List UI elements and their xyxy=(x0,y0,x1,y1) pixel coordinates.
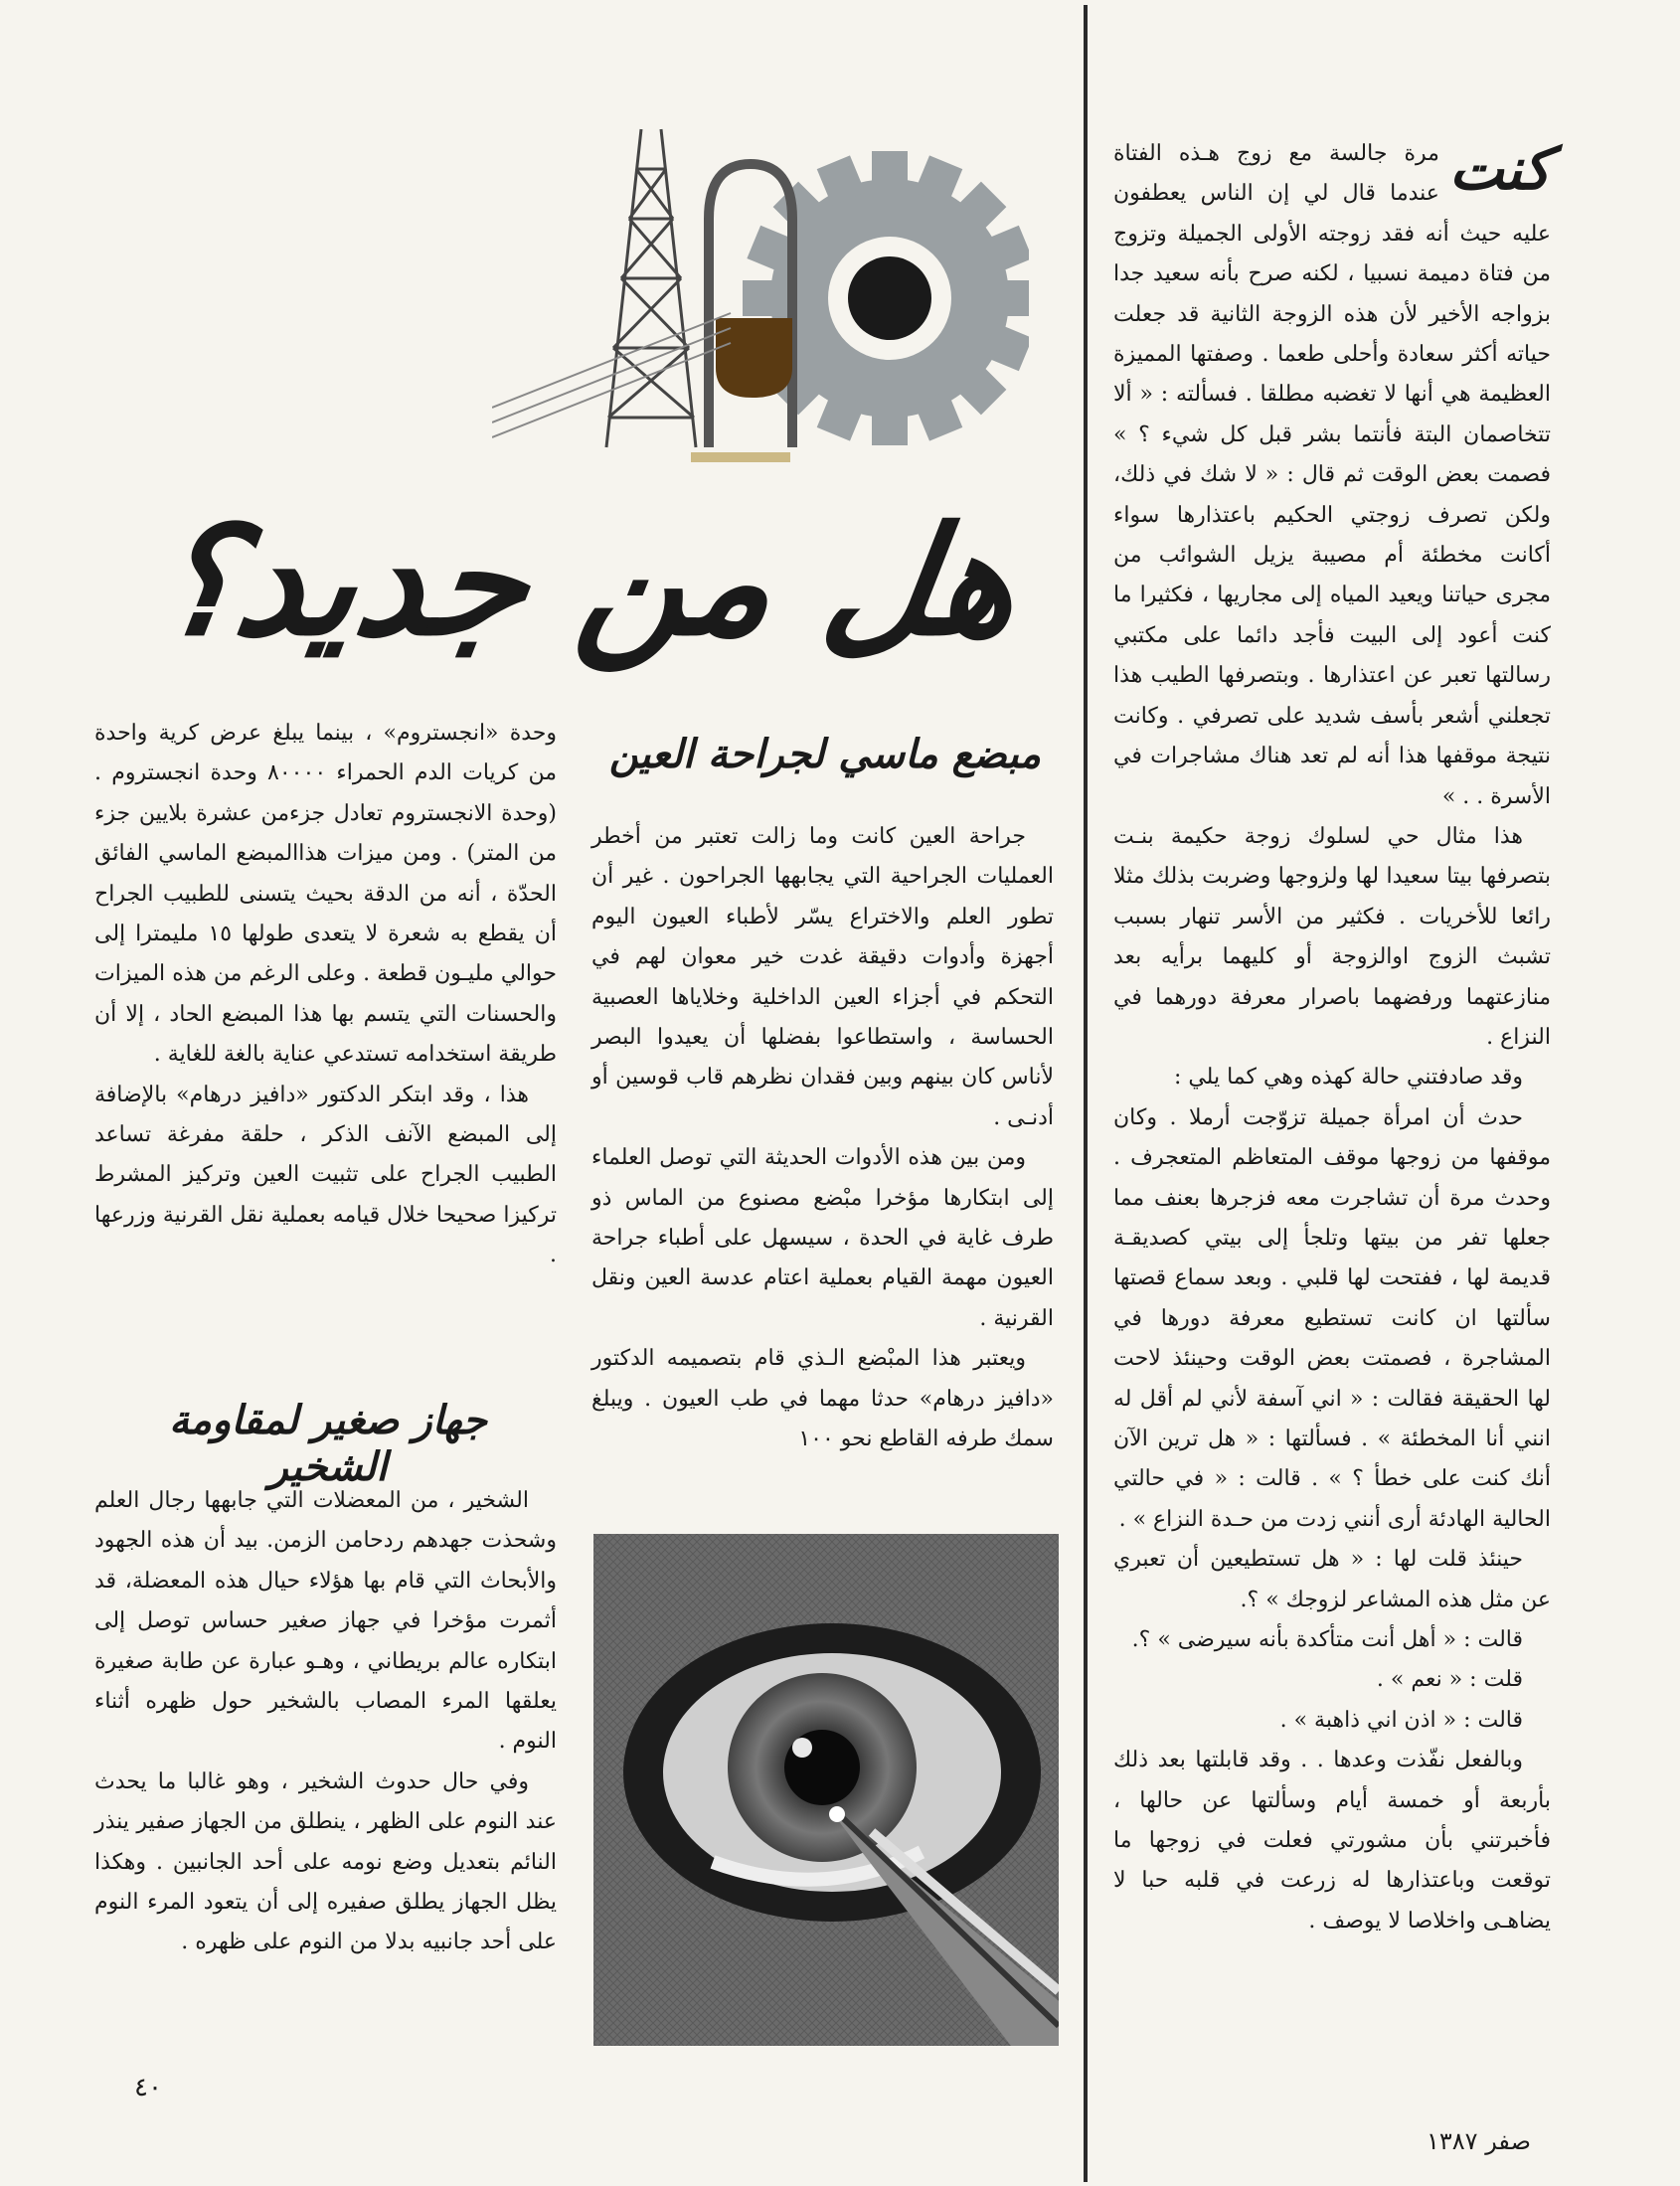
paragraph: جراحة العين كانت وما زالت تعتبر من أخطر العمليات الجراحية التي يجابهها الجراحون . غير أن تطور العلم والاختراع يسّر لأطباء العيون اليوم أجهزة وأدوات دقيقة غدت خير معوان لهم في التحكم في أجزاء العين الداخلية وخلاياها العصبية الحساسة ، واستطاعوا بفضلها أن يعيدوا البصر لأناس كان بينهم وبين فقدان نظرهم قاب قوسين أو أدنـى . xyxy=(591,824,1054,1130)
middle-column xyxy=(591,817,1054,1460)
column-divider xyxy=(1084,5,1088,2182)
paragraph: وفي حال حدوث الشخير ، وهو غالبا ما يحدث عند النوم على الظهر ، ينطلق من الجهاز صفير ينذر النائم بتعديل وضع نومه على أحد الجانبين . وهكذا يظل الجهاز يطلق صفيره إلى أن يتعود المرء النوم على أحد جانبيه بدلا من النوم على ظهره . xyxy=(94,1768,557,1955)
paragraph: قلت : « نعم » . xyxy=(1376,1667,1523,1693)
eye-surgery-photo xyxy=(593,1534,1059,2046)
oil-derrick-icon xyxy=(606,129,696,447)
section-heading-snoring: جهاز صغير لمقاومة الشخير xyxy=(169,1397,487,1490)
paragraph: ويعتبر هذا المبْضع الـذي قام بتصميمه الدكتور «دافيز درهام» حدثا مهما في طب العيون . ويبلغ سمك طرفه القاطع نحو ١٠٠ xyxy=(591,1346,1054,1452)
industry-illustration xyxy=(492,119,1029,487)
paragraph: قالت : « أهل أنت متأكدة بأنه سيرضى » ؟. xyxy=(1131,1627,1523,1653)
paragraph-intro: كنت مرة جالسة مع زوج هـذه الفتاة عندما قال لي إن الناس يعطفون عليه حيث أنه فقد زوجته الأولى الجميلة وتزوج من فتاة دميمة نسبيا ، لكنه صرح بأنه سعيد جدا بزواجه الأخير لأن هذه الزوجة الثانية قد جعلت حياته أكثر سعادة وأحلى طعما . وصفتها المميزة العظيمة هي أنها لا تغضبه مطلقا . فسألته : « ألا تتخاصمان البتة فأنتما بشر قبل كل شيء ؟ » فصمت بعض الوقت ثم قال : « لا شك في ذلك، ولكن تصرف زوجتي الحكيم باعتذارها سواء أكانت مخطئة أم مصيبة يزيل الشوائب من مجرى حياتنا ويعيد المياه إلى مجاريها ، فكثيرا ما كنت أعود إلى البيت فأجد دائما على مكتبي رسالتها تعبر عن اعتذارها . وبتصرفها الطيب هذا تجعلني أشعر بأسف شديد على تصرفي . وكانت نتيجة موقفها هذا أنه لم تعد هناك مشاجرات في الأسرة . . » xyxy=(1113,135,1552,809)
paragraph: ومن بين هذه الأدوات الحديثة التي توصل العلماء إلى ابتكارها مؤخرا مبْضع مصنوع من الماس ذو طرف غاية في الحدة ، سيسهل على أطباء جراحة العيون مهمة القيام بعملية اعتام عدسة العين ونقل القرنية . xyxy=(591,1145,1054,1331)
paragraph: قالت : « اذن اني ذاهبة » . xyxy=(1279,1707,1523,1733)
page-number: ٤٠ xyxy=(134,2073,162,2102)
paragraph: وبالفعل نفّذت وعدها . . وقد قابلتها بعد ذلك بأربعة أو خمسة أيام وسألتها عن حالها ، فأخبرتني بأن مشورتي فعلت في زوجها ما توقعت وباعتذارها له زرعت في قلبه حبا لا يضاهـى واخلاصا لا يوصف . xyxy=(1113,1748,1551,1934)
paragraph: هذا مثال حي لسلوك زوجة حكيمة بنـت بتصرفها بيتا سعيدا لها ولزوجها وضربت بذلك مثلا رائعا للأخريات . فكثير من الأسر تنهار بسبب تشبث الزوج اوالزوجة أو كليهما برأيه بعد منازعتهما ورفضهما باصرار معرفة دورهما في النزاع . xyxy=(1113,823,1551,1050)
left-column xyxy=(94,714,557,1276)
paragraph: وحدة «انجستروم» ، بينما يبلغ عرض كرية واحدة من كريات الدم الحمراء ٨٠٠٠٠ وحدة انجستروم . (وحدة الانجستروم تعادل جزءمن عشرة بلايين جزء من المتر) . ومن ميزات هذاالمبضع الماسي الفائق الحدّة ، أنه من الدقة بحيث يتسنى للطبيب الجراح أن يقطع به شعرة لا يتعدى طولها ١٥ مليمترا إلى حوالي مليـون قطعة . وعلى الرغم من هذه الميزات والحسنات التي يتسم بها هذا المبضع الحاد ، إلا أن طريقة استخدامه تستدعي عناية بالغة للغاية . xyxy=(94,721,558,1068)
section-heading-eye-surgery: مبضع ماسي لجراحة العين xyxy=(608,731,1042,777)
paragraph: وقد صادفتني حالة كهذه وهي كما يلي : xyxy=(1173,1065,1523,1091)
left-column-snoring xyxy=(94,1481,557,1963)
right-column xyxy=(1113,134,1551,1941)
page-title: هل من جديد؟ xyxy=(146,494,1030,669)
paragraph: حينئذ قلت لها : « هل تستطيعين أن تعبري عن مثل هذه المشاعر لزوجك » ؟. xyxy=(1113,1547,1551,1612)
paragraph: حدث أن امرأة جميلة تزوّجت أرملا . وكان موقفها من زوجها موقف المتعاظم المتعجرف . وحدث مرة أن تشاجرت معه فزجرها بعنف مما جعلها تفر من بيتها وتلجأ إلى بيتي كصديقـة قديمة لها ، ففتحت لها قلبي . وبعد سماع قصتها سألتها ان كانت تستطيع معرفة دورها في المشاجرة ، فصمتت بعض الوقت وحينئذ لاحت لها الحقيقة فقالت : « اني آسفة لأني لم أقل له انني أنا المخطئة » . فسألتها : « هل ترين الآن أنك كنت على خطأ ؟ » . قالت : « في حالتي الحالية الهادئة أرى أنني زدت من حـدة النزاع » . xyxy=(1113,1104,1551,1532)
dropcap: كنت xyxy=(1448,135,1551,203)
paragraph: الشخير ، من المعضلات التي جابهها رجال العلم وشحذت جهدهم ردحامن الزمن. بيد أن هذه الجهود والأبحاث التي قام بها هؤلاء حيال هذه المعضلة، قد أثمرت مؤخرا في جهاز صغير حساس توصل إلى ابتكاره عالم بريطاني ، وهـو عبارة عن طابة صغيرة يعلقها المرء المصاب بالشخير حول ظهره أثناء النوم . xyxy=(94,1488,557,1755)
issue-date: صفر ١٣٨٧ xyxy=(1427,2127,1531,2155)
paragraph: هذا ، وقد ابتكر الدكتور «دافيز درهام» بالإضافة إلى المبضع الآنف الذكر ، حلقة مفرغة تساعد الطبيب الجراح على تثبيت العين وتركيز المشرط تركيزا صحيحا خلال قيامه بعملية نقل القرنية وزرعها . xyxy=(94,1082,557,1268)
